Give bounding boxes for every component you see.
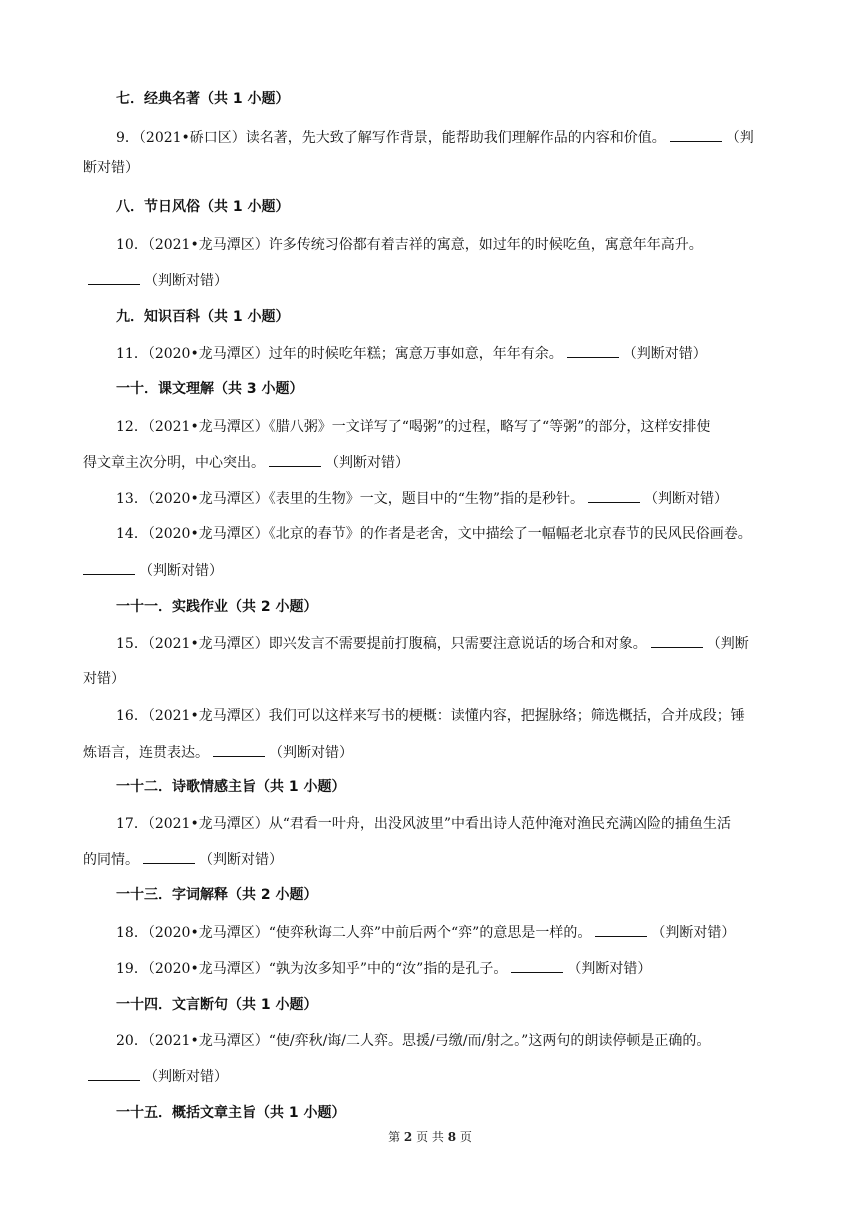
answer-blank xyxy=(670,127,722,142)
question-9-cont: 断对错） xyxy=(83,160,139,176)
section-heading-9: 九．知识百科（共 1 小题） xyxy=(116,309,290,325)
question-10-tail: （判断对错） xyxy=(144,273,228,289)
question-15-text: 15．（2021•龙马潭区）即兴发言不需要提前打腹稿，只需要注意说话的场合和对象。 xyxy=(116,636,647,652)
answer-blank xyxy=(511,958,563,973)
question-9-text: 9．（2021•硚口区）读名著，先大致了解写作背景，能帮助我们理解作品的内容和价值。 xyxy=(116,130,666,146)
question-9 xyxy=(116,127,754,148)
section-heading-10: 一十．课文理解（共 3 小题） xyxy=(116,381,304,397)
question-20-tail: （判断对错） xyxy=(144,1069,228,1085)
question-16: 16．（2021•龙马潭区）我们可以这样来写书的梗概：读懂内容，把握脉络；筛选概括，合并成段；锤 xyxy=(116,708,745,724)
page-footer xyxy=(0,1128,860,1146)
footer-page-number: 2 xyxy=(403,1130,413,1144)
question-16-tail: （判断对错） xyxy=(269,745,353,761)
question-12-cont xyxy=(83,452,409,473)
footer-total-pages: 8 xyxy=(447,1130,457,1144)
question-17-text: 的同情。 xyxy=(83,852,139,868)
section-heading-13: 一十三．字词解释（共 2 小题） xyxy=(116,887,318,903)
question-11-tail: （判断对错） xyxy=(622,346,707,362)
question-11 xyxy=(116,343,707,364)
question-19-text: 19．（2020•龙马潭区）“孰为汝多知乎”中的“汝”指的是孔子。 xyxy=(116,961,508,977)
section-heading-7: 七．经典名著（共 1 小题） xyxy=(116,91,290,107)
question-20: 20．（2021•龙马潭区）“使/弈秋/诲/二人弈。思援/弓缴/而/射之。”这两句的朗读停顿是正确的。 xyxy=(116,1033,711,1049)
question-11-text: 11．（2020•龙马潭区）过年的时候吃年糕；寓意万事如意，年年有余。 xyxy=(116,346,563,362)
question-12: 12．（2021•龙马潭区）《腊八粥》一文详写了“喝粥”的过程，略写了“等粥”的部分，这样安排使 xyxy=(116,419,711,435)
question-10: 10．（2021•龙马潭区）许多传统习俗都有着吉祥的寓意，如过年的时候吃鱼，寓意年年高升。 xyxy=(116,237,703,253)
question-12-text: 得文章主次分明，中心突出。 xyxy=(83,455,265,471)
question-16-text: 炼语言，连贯表达。 xyxy=(83,745,209,761)
question-12-tail: （判断对错） xyxy=(325,455,409,471)
answer-blank xyxy=(88,1066,140,1081)
answer-blank xyxy=(213,742,265,757)
footer-prefix: 第 xyxy=(388,1130,404,1144)
answer-blank xyxy=(567,343,619,358)
question-15 xyxy=(116,633,749,654)
question-15-cont: 对错） xyxy=(83,671,125,687)
answer-blank xyxy=(651,633,703,648)
question-16-cont xyxy=(83,742,353,763)
question-17-tail: （判断对错） xyxy=(199,852,283,868)
question-18 xyxy=(116,922,735,943)
section-heading-11: 一十一．实践作业（共 2 小题） xyxy=(116,599,318,615)
question-19-tail: （判断对错） xyxy=(567,961,652,977)
answer-blank xyxy=(88,270,140,285)
answer-blank xyxy=(595,922,647,937)
question-15-tail: （判断 xyxy=(706,636,749,652)
answer-blank xyxy=(269,452,321,467)
question-13-tail: （判断对错） xyxy=(644,491,729,507)
question-17: 17．（2021•龙马潭区）从“君看一叶舟，出没风波里”中看出诗人范仲淹对渔民充满凶险的捕鱼生活 xyxy=(116,816,732,832)
section-heading-15: 一十五．概括文章主旨（共 1 小题） xyxy=(116,1105,346,1121)
answer-blank xyxy=(143,849,195,864)
section-heading-14: 一十四．文言断句（共 1 小题） xyxy=(116,997,318,1013)
section-heading-8: 八．节日风俗（共 1 小题） xyxy=(116,199,290,215)
question-13 xyxy=(116,488,728,509)
footer-middle: 页 共 xyxy=(412,1130,448,1144)
question-14-tail: （判断对错） xyxy=(139,563,223,579)
section-heading-12: 一十二．诗歌情感主旨（共 1 小题） xyxy=(116,779,346,795)
question-13-text: 13．（2020•龙马潭区）《表里的生物》一文，题目中的“生物”指的是秒针。 xyxy=(116,491,585,507)
question-19 xyxy=(116,958,651,979)
question-18-text: 18．（2020•龙马潭区）“使弈秋诲二人弈”中前后两个“弈”的意思是一样的。 xyxy=(116,925,592,941)
question-14-cont xyxy=(83,560,223,581)
answer-blank xyxy=(83,560,135,575)
question-14: 14．（2020•龙马潭区）《北京的春节》的作者是老舍，文中描绘了一幅幅老北京春节的民风民俗画卷。 xyxy=(116,526,752,542)
question-20-cont xyxy=(88,1066,228,1087)
question-18-tail: （判断对错） xyxy=(651,925,736,941)
question-9-tail: （判 xyxy=(725,130,754,146)
question-10-cont xyxy=(88,270,228,291)
question-17-cont xyxy=(83,849,283,870)
footer-suffix: 页 xyxy=(456,1130,472,1144)
answer-blank xyxy=(588,488,640,503)
